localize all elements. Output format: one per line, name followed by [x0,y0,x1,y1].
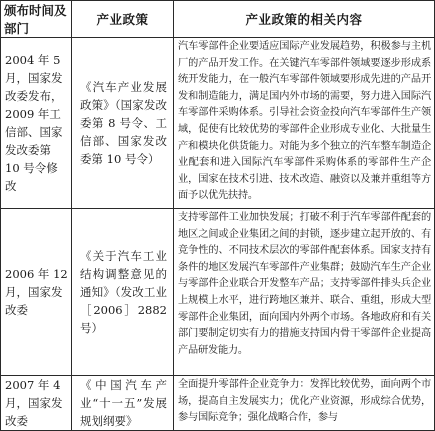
policy-name-cell: 《中国汽车产业“十一五”发展规划纲要》 [72,376,174,431]
table-row [1,376,435,431]
header-issue-date-department: 颁布时间及部门 [1,1,72,38]
table-row [1,209,435,376]
issue-date-cell: 2006 年 12 月，国家发改委 [1,209,72,376]
policy-name-cell: 《汽车产业发展政策》（国家发改委第 8 号令、工信部、国家发改委第 10 号令） [72,38,174,209]
header-policy-content: 产业政策的相关内容 [174,1,435,38]
table-row [1,38,435,209]
table-header-row [1,1,435,38]
issue-date-cell: 2004 年 5 月，国家发改委发布，2009 年工信部、国家发改委第 10 号令修改 [1,38,72,209]
policy-name-cell: 《关于汽车工业结构调整意见的通知》（发改工业［2006］2882 号） [72,209,174,376]
policy-content-cell: 全面提升零部件企业竞争力：发挥比较优势，面向两个市场，提高自主发展实力；优化产业资源，形成综合优势，参与国际竞争；强化战略合作，参与 [174,376,435,431]
issue-date-cell: 2007 年 4 月，国家发改委 [1,376,72,431]
policy-content-cell: 汽车零部件企业要适应国际产业发展趋势，积极参与主机厂的产品开发工作。在关键汽车零部件领域要逐步形成系统开发能力，在一般汽车零部件领域要形成先进的产品开发和制造能力，满足国内外市场的需要，努力进入国际汽车零部件采购体系。引导社会资金投向汽车零部件生产领域，促使有比较优势的零部件企业形成专业化、大批量生产和模块化供货能力。对能为多个独立的汽车整车制造企业配套和进入国际汽车零部件采购体系的零部件生产企业，国家在技术引进、技术改造、融资以及兼并重组等方面予以优先扶持。 [174,38,435,209]
header-industrial-policy: 产业政策 [72,1,174,38]
policy-content-cell: 支持零部件工业加快发展；打破不利于汽车零部件配套的地区之间或企业集团之间的封锁，逐步建立起开放的、有竞争性的、不同技术层次的零部件配套体系。国家支持有条件的地区发展汽车零部件产业集群；鼓励汽车生产企业与零部件企业联合开发整车产品；支持零部件排头兵企业上规模上水平，进行跨地区兼并、联合、重组，形成大型零部件企业集团，面向国内外两个市场。各地政府和有关部门要制定切实有力的措施支持国内骨干零部件企业提高产品研发能力。 [174,209,435,376]
